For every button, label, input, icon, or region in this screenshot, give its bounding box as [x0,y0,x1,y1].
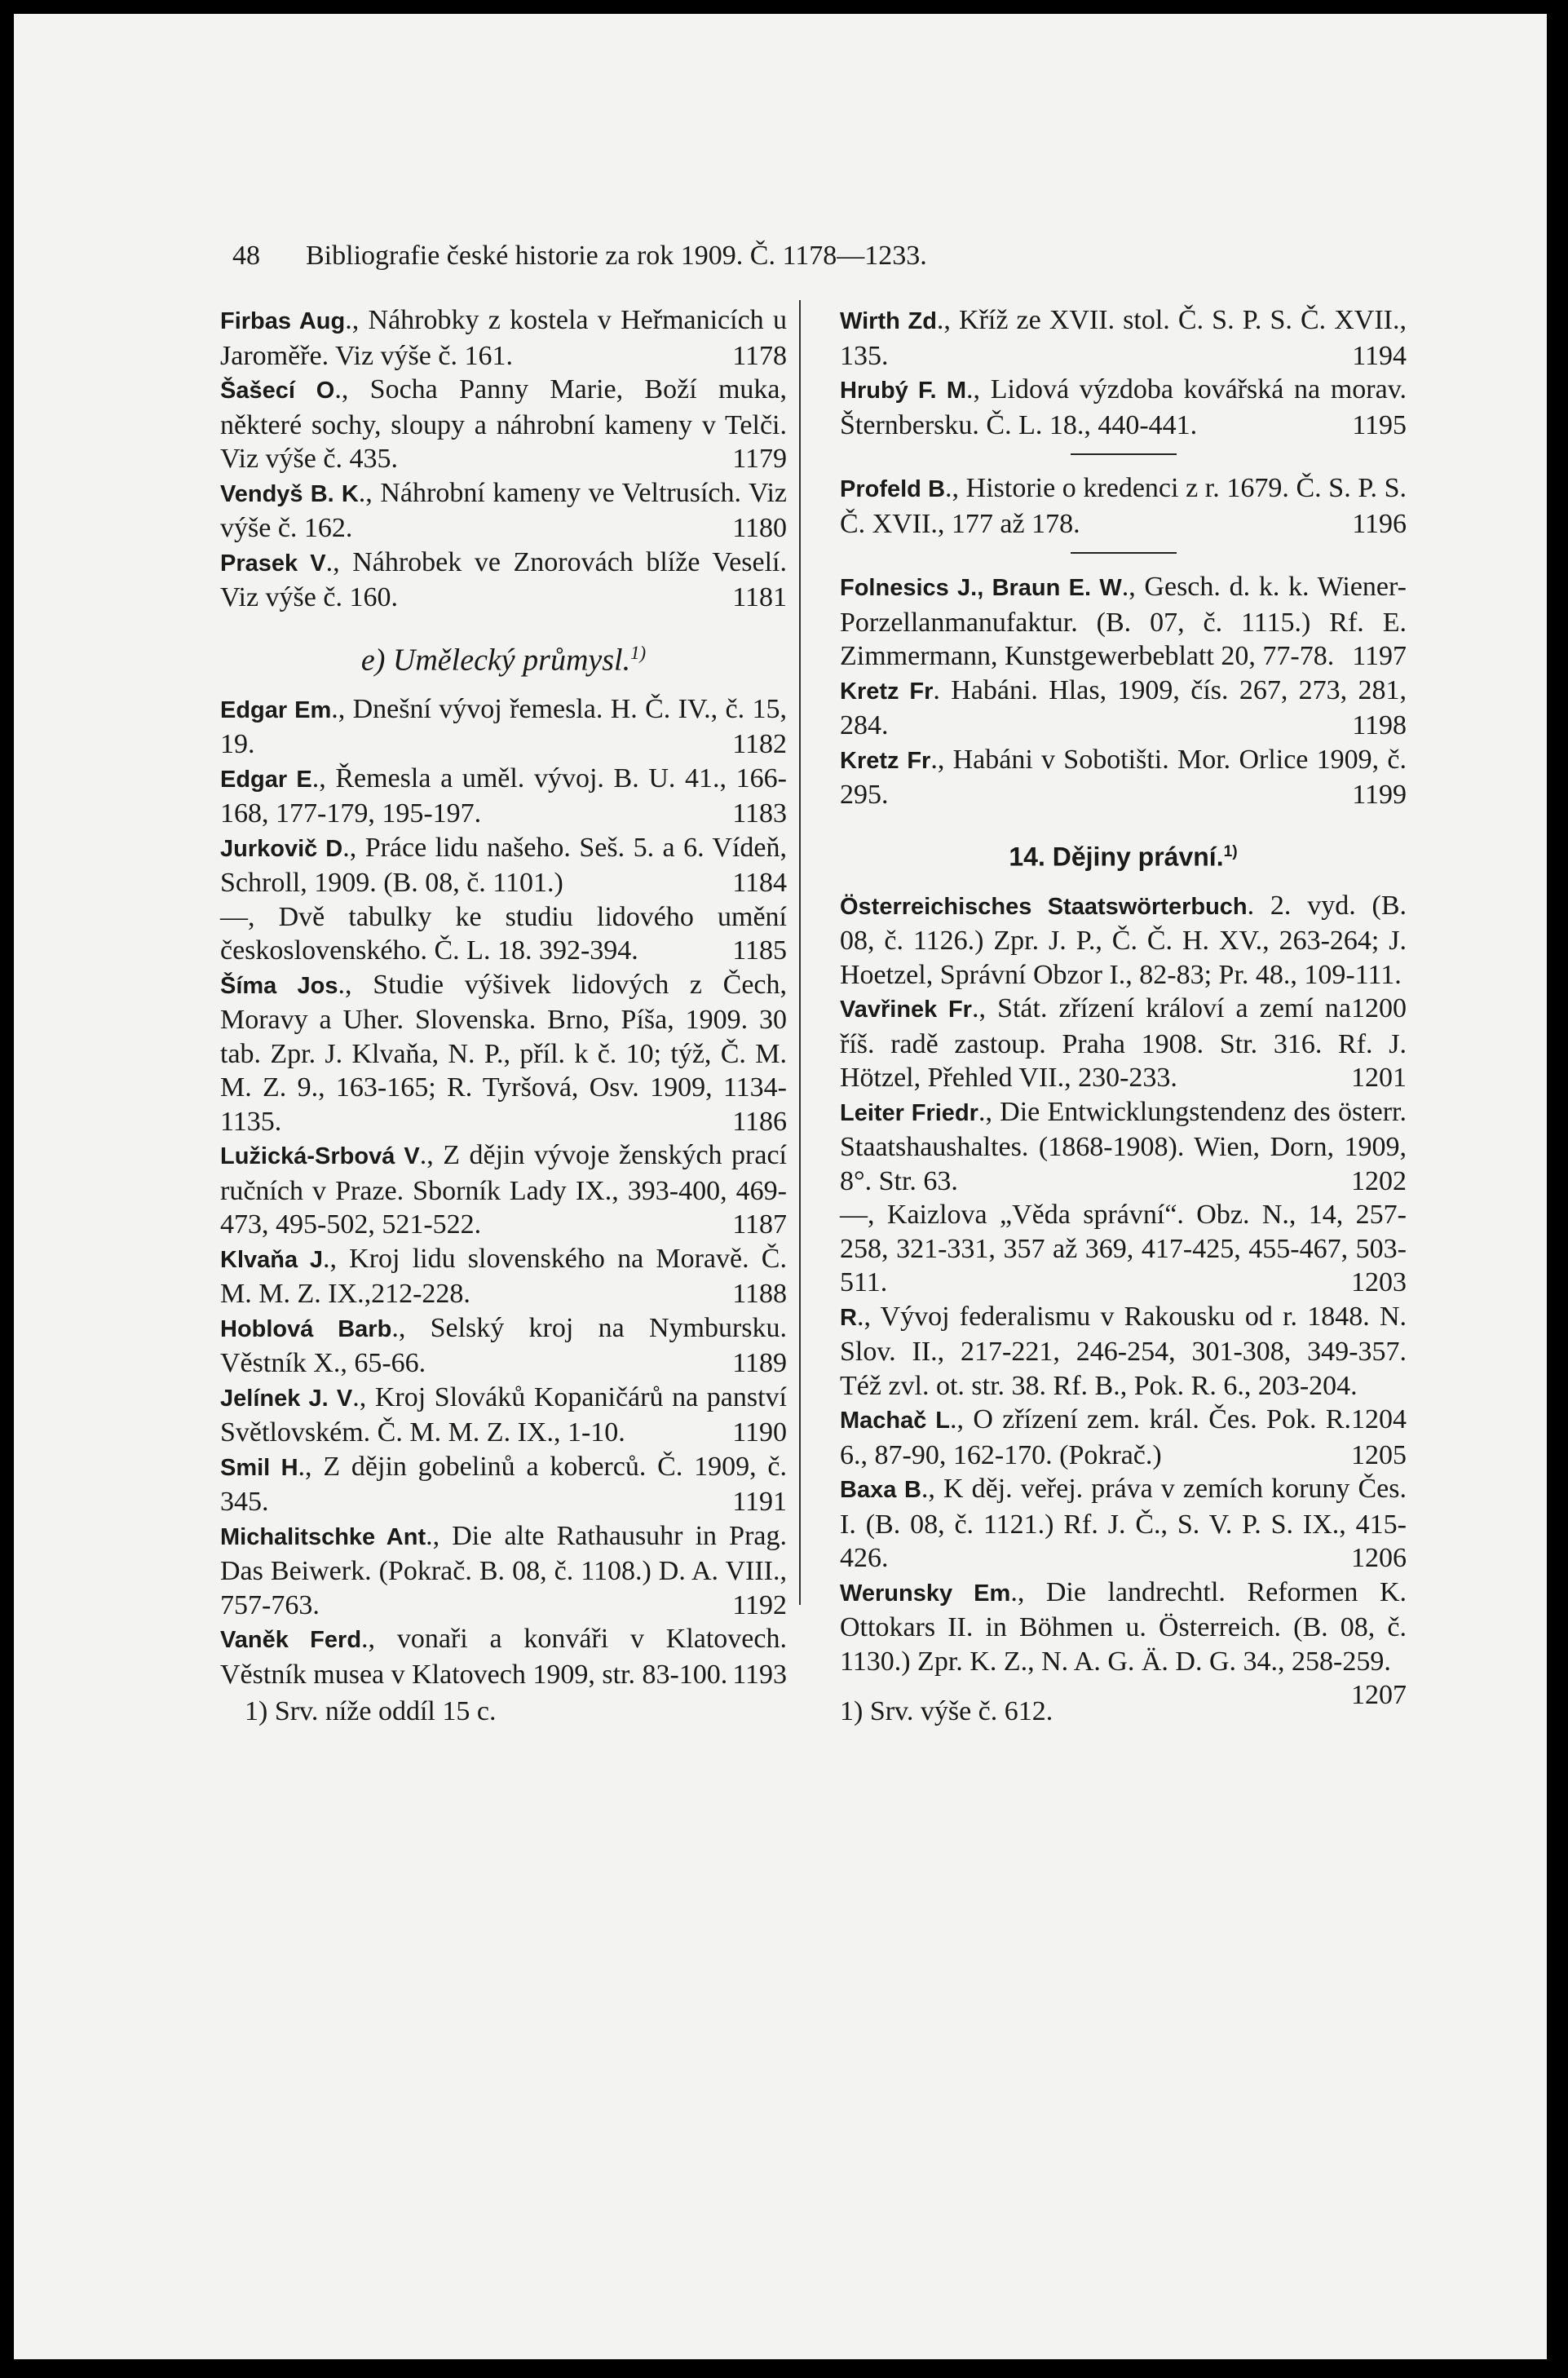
entry-text: ., K děj. veřej. práva v zemích koruny Čes. I. (B. 08, č. 1121.) Rf. J. Č., S. V. P. S. IX., 415-426. [840,1474,1407,1574]
entry-author: Kretz Fr [840,747,931,774]
entry-author: Wirth Zd [840,308,937,334]
entry-1178 [220,303,787,373]
entry-number: 1198 [1352,710,1407,740]
entry-text: ., Kříž ze XVII. stol. Č. S. P. S. Č. XVII., 135. [840,305,1407,371]
entry-number: 1178 [732,340,787,371]
entry-number: 1207 [1351,1680,1407,1711]
entry-text: ., Kroj lidu slovenského na Moravě. Č. M. M. Z. IX.,212-228. [220,1243,787,1310]
separator-rule [1071,552,1177,554]
entry-1195 [840,373,1407,442]
entry-number: 1192 [732,1589,787,1620]
entry-author: Prasek V [220,550,326,577]
entry-1179 [220,373,787,476]
entry-number: 1180 [732,513,787,543]
entry-1203 [840,1198,1407,1300]
entry-number: 1186 [732,1106,787,1137]
entry-author: Jelínek J. V [220,1385,353,1412]
entry-text: ., Práce lidu našeho. Seš. 5. a 6. Vídeň, Schroll, 1909. (B. 08, č. 1101.) [220,832,787,899]
entry-text: ., Habáni v Sobotišti. Mor. Orlice 1909, č. 295. [840,744,1407,810]
entry-text: ., vonaři a konváři v Klatovech. Věstník musea v Klatovech 1909, str. 83-100. [220,1624,787,1690]
entry-author: Smil H [220,1454,298,1481]
entry-author: Hoblová Barb [220,1315,392,1342]
entry-text: ., Řemesla a uměl. vývoj. B. U. 41., 166-168, 177-179, 195-197. [220,762,787,829]
entry-author: Šíma Jos [220,972,338,999]
entry-author: Kretz Fr [840,678,934,705]
entry-1197 [840,570,1407,674]
entry-1191 [220,1450,787,1519]
left-column [220,303,787,1691]
entry-author: Hrubý F. M [840,378,967,404]
entry-number: 1184 [732,868,787,899]
entry-number: 1183 [732,798,787,829]
page-number: 48 [232,241,260,271]
footnote-marker: 1) [630,642,647,663]
entry-number: 1193 [732,1659,787,1690]
entry-author: Michalitschke Ant [220,1523,426,1550]
entry-1192 [220,1519,787,1623]
entry-author: Lužická-Srbová V [220,1143,420,1170]
entry-text: . 2. vyd. (B. 08, č. 1126.) Zpr. J. P., Č. Č. H. XV., 263-264; J. Hoetzel, Správní Obzor I., 82-83; Pr. 48., 109-111. [840,890,1407,990]
entry-1181 [220,546,787,615]
entry-1186 [220,968,787,1139]
entry-number: 1205 [1351,1439,1407,1470]
footnote-marker: 1) [1223,842,1238,860]
entry-text: ., O zřízení zem. král. Čes. Pok. R. 6., 87-90, 162-170. (Pokrač.) [840,1404,1351,1470]
entry-1206 [840,1472,1407,1576]
entry-text: ., Socha Panny Marie, Boží muka, některé sochy, sloupy a náhrobní kameny v Telči. Viz výše č. 435. [220,374,787,474]
entry-author: Leiter Friedr [840,1099,978,1126]
entry-number: 1191 [732,1487,787,1518]
entry-1183 [220,762,787,831]
entry-number: 1188 [732,1279,787,1310]
entry-1182 [220,692,787,762]
entry-text: ., Kroj Slováků Kopaničárů na panství Světlovském. Č. M. M. Z. IX., 1-10. [220,1381,787,1448]
entry-author: Edgar Em [220,696,332,723]
entry-author: Jurkovič D [220,835,343,862]
entry-1180 [220,476,787,546]
entry-1187 [220,1138,787,1242]
entry-author: R [840,1304,857,1331]
entry-1190 [220,1381,787,1450]
entry-text: ., Die alte Rathausuhr in Prag. Das Beiwerk. (Pokrač. B. 08, č. 1108.) D. A. VIII., 757-763. [220,1520,788,1620]
entry-author: Profeld B [840,476,946,502]
entry-text: ., Selský kroj na Nymbursku. Věstník X., 65-66. [220,1312,788,1379]
entry-1189 [220,1311,787,1381]
entry-text: ., Vývoj federalismu v Rakousku od r. 1848. N. Slov. II., 217-221, 246-254, 301-308, 349-357. Též zvl. ot. str. 38. Rf. B., Pok. R. 6., 203-204. [840,1301,1407,1401]
entry-text: ., Dnešní vývoj řemesla. H. Č. IV., č. 15, 19. [220,693,787,760]
entry-number: 1202 [1351,1165,1407,1196]
entry-1188 [220,1242,787,1311]
entry-number: 1203 [1351,1267,1407,1298]
entry-text: ., Stát. zřízení královí a zemí na říš. radě zastoup. Praha 1908. Str. 316. Rf. J. Hötzel, Přehled VII., 230-233. [840,993,1407,1094]
entry-text: —, Kaizlova „Věda správní“. Obz. N., 14, 257-258, 321-331, 357 až 369, 417-425, 455-467, 503-511. [840,1200,1407,1298]
entry-author: Baxa B [840,1477,921,1504]
section-heading-14: 14. Dějiny právní.$^{1)}$ [1009,842,1238,872]
entry-1199 [840,743,1407,812]
entry-number: 1196 [1352,508,1407,539]
entry-1198 [840,674,1407,743]
entry-author: Werunsky Em [840,1580,1011,1607]
entry-1205 [840,1403,1407,1472]
entry-author: Vaněk Ferd [220,1627,362,1654]
entry-1185 [220,900,787,968]
column-divider [799,300,801,1605]
separator-rule [1071,453,1177,455]
entry-text: ., Die Entwicklungstendenz des österr. Staatshaushaltes. (1868-1908). Wien, Dorn, 1909, 8°. Str. 63. [840,1096,1407,1196]
footnote-left: 1) Srv. níže oddíl 15 c. [245,1696,497,1726]
entry-number: 1206 [1351,1543,1407,1574]
entry-number: 1185 [732,935,787,966]
entry-number: 1199 [1352,780,1407,810]
entry-text: ., Gesch. d. k. k. Wiener-Porzellanmanufaktur. (B. 07, č. 1115.) Rf. E. Zimmermann, Kunstgewerbeblatt 20, 77-78. [840,572,1407,671]
entry-number: 1179 [732,444,787,474]
entry-text: ., Náhrobky z kostela v Heřmanicích u Jaroměře. Viz výše č. 161. [220,305,787,371]
right-column [840,303,1407,1713]
entry-text: ., Studie výšivek lidových z Čech, Moravy a Uher. Slovenska. Brno, Píša, 1909. 30 tab. Zpr. J. Klvaňa, N. P., příl. k č. 10; týž, Č. M. M. Z. 9., 163-165; R. Tyršová, Osv. 1909, 1134-1135. [220,969,787,1137]
entry-number: 1194 [1352,340,1407,371]
entry-text: ., Z dějin vývoje ženských prací ručních v Praze. Sborník Lady IX., 393-400, 469-473, 495-502, 521-522. [220,1140,787,1240]
entry-number: 1204 [1351,1404,1407,1435]
entry-author: Folnesics J., Braun E. W [840,575,1122,601]
entry-text: ., Z dějin gobelinů a koberců. Č. 1909, č. 345. [220,1451,787,1518]
entry-number: 1201 [1351,1063,1407,1094]
entry-number: 1200 [1351,993,1407,1024]
running-header [232,241,927,272]
entry-1202 [840,1095,1407,1199]
entry-author: Šašecí O [220,378,335,404]
entry-text: ., Náhrobní kameny ve Veltrusích. Viz výše č. 162. [220,477,787,543]
entry-number: 1181 [732,582,787,612]
entry-1196 [840,471,1407,541]
entry-number: 1195 [1352,409,1407,440]
entry-1184 [220,831,787,900]
entry-1193 [220,1622,787,1691]
entry-number: 1190 [732,1417,787,1448]
entry-number: 1189 [732,1348,787,1379]
entry-1194 [840,303,1407,373]
entry-text: ., Historie o kredenci z r. 1679. Č. S. P. S. Č. XVII., 177 až 178. [840,473,1407,539]
entry-author: Machač L [840,1408,950,1434]
entry-text: ., Lidová výzdoba kovářská na morav. Šternbersku. Č. L. 18., 440-441. [840,374,1407,440]
entry-author: Vavřinek Fr [840,997,972,1023]
entry-text: —, Dvě tabulky ke studiu lidového umění československého. Č. L. 18. 392-394. [220,901,787,966]
entry-text: . Habáni. Hlas, 1909, čís. 267, 273, 281, 284. [840,674,1407,740]
entry-text: ., Náhrobek ve Znorovách blíže Veselí. Viz výše č. 160. [220,546,787,612]
entry-text: ., Die landrechtl. Reformen K. Ottokars II. in Böhmen u. Österreich. (B. 08, č. 1130.) Zpr. K. Z., N. A. G. Ä. D. G. 34., 258-259. [840,1576,1407,1677]
entry-number: 1187 [732,1209,787,1240]
entry-author: Österreichisches Staatswörterbuch [840,893,1248,920]
entry-number: 1182 [732,729,787,760]
header-title: Bibliografie české historie za rok 1909. Č. 1178—1233. [306,241,927,271]
entry-author: Klvaňa J [220,1246,323,1273]
entry-1201 [840,992,1407,1095]
entry-number: 1197 [1352,641,1407,671]
entry-author: Edgar E [220,766,312,793]
entry-author: Firbas Aug [220,308,346,334]
footnote-right: 1) Srv. výše č. 612. [840,1696,1053,1726]
entry-author: Vendyš B. K [220,480,359,507]
section-heading-e: e) Umělecký průmysl.$^{1)}$ [360,642,647,678]
